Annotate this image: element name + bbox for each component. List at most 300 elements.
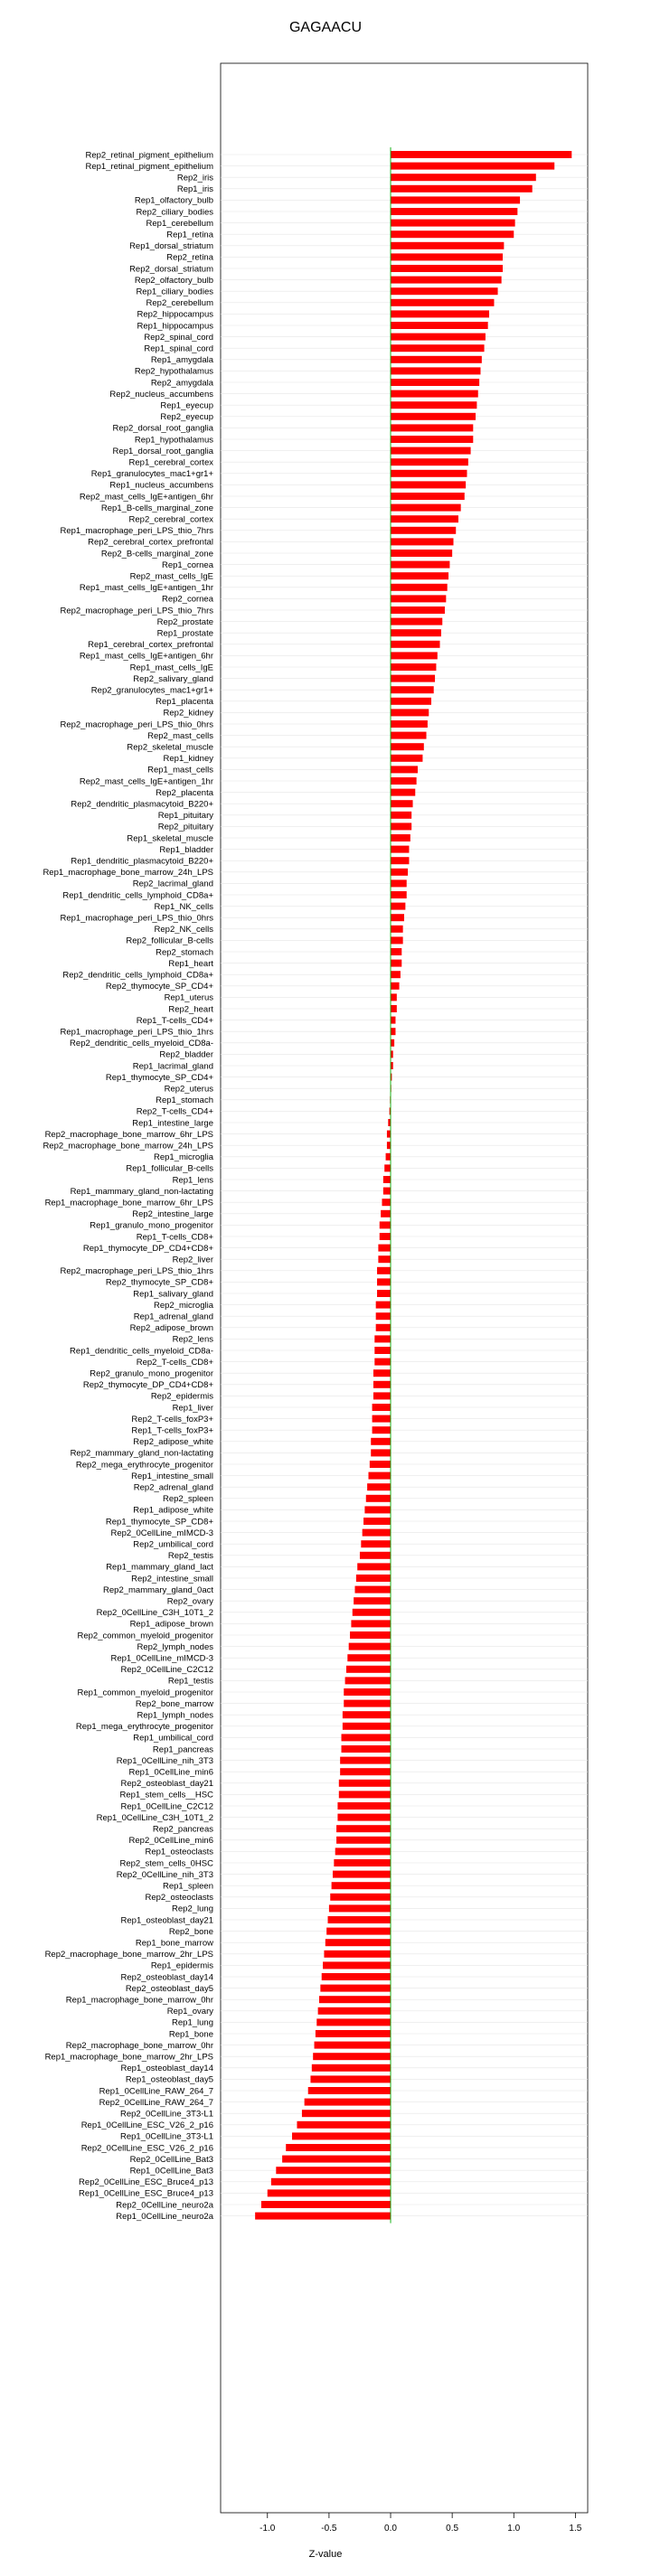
category-label: Rep1_0CellLine_RAW_264_7 (99, 2086, 213, 2097)
category-label: Rep2_adipose_brown (129, 1323, 213, 1334)
category-label: Rep1_uterus (164, 992, 213, 1003)
bar (319, 1996, 391, 2003)
bar (391, 1017, 395, 1024)
bar (391, 755, 422, 762)
category-label: Rep1_osteoblast_day5 (125, 2074, 213, 2085)
bar (391, 675, 435, 682)
bar (391, 777, 417, 785)
bar (305, 2099, 391, 2106)
category-label: Rep2_placenta (156, 787, 213, 798)
category-label: Rep2_follicular_B-cells (126, 935, 213, 946)
bar (391, 641, 439, 648)
category-label: Rep1_mammary_gland_lact (106, 1562, 213, 1573)
category-label: Rep1_testis (167, 1676, 213, 1687)
bar (391, 618, 442, 625)
bar (310, 2075, 391, 2082)
category-label: Rep2_ovary (166, 1596, 213, 1607)
category-label: Rep1_intestine_small (131, 1471, 213, 1481)
bar (391, 163, 554, 170)
bar (343, 1723, 391, 1730)
bar (342, 1734, 391, 1741)
bar (391, 458, 468, 465)
bar (344, 1700, 391, 1707)
bar (387, 1142, 391, 1149)
category-label: Rep1_mega_erythrocyte_progenitor (75, 1722, 213, 1733)
bar (335, 1847, 391, 1855)
bar (381, 1210, 391, 1217)
bar (391, 606, 445, 614)
category-label: Rep1_dendritic_cells_myeloid_CD8a- (70, 1346, 213, 1357)
bar (391, 277, 502, 284)
bar (313, 2053, 391, 2060)
category-label: Rep1_osteoblast_day14 (120, 2064, 213, 2074)
category-label: Rep1_ciliary_bodies (136, 287, 213, 297)
category-label: Rep1_macrophage_bone_marrow_2hr_LPS (44, 2052, 213, 2063)
category-label: Rep1_retina (166, 230, 213, 240)
bar (373, 1415, 391, 1423)
category-label: Rep1_lymph_nodes (137, 1710, 213, 1721)
category-label: Rep2_NK_cells (154, 925, 213, 935)
category-label: Rep2_nucleus_accumbens (109, 389, 213, 400)
bar (378, 1255, 391, 1263)
category-label: Rep2_0CellLine_neuro2a (116, 2200, 213, 2211)
bar (391, 936, 403, 944)
bar (340, 1757, 391, 1764)
bar (315, 2042, 391, 2049)
category-label: Rep1_0CellLine_ESC_V26_2_p16 (80, 2120, 213, 2131)
category-label: Rep2_epidermis (150, 1391, 213, 1402)
bar (333, 1871, 391, 1878)
bar (391, 436, 473, 443)
bar (391, 379, 479, 386)
category-label: Rep1_iris (176, 184, 213, 195)
bar (391, 857, 409, 864)
category-label: Rep1_mast_cells_IgE+antigen_6hr (79, 651, 213, 662)
category-label: Rep2_salivary_gland (133, 673, 213, 684)
category-label: Rep2_dendritic_cells_myeloid_CD8a- (70, 1039, 213, 1049)
category-label: Rep2_liver (172, 1255, 213, 1265)
bar (339, 1780, 391, 1787)
bar (268, 2189, 391, 2196)
category-label: Rep2_dorsal_root_ganglia (112, 423, 213, 434)
x-tick-label: 1.5 (569, 2524, 582, 2534)
bar (391, 914, 404, 921)
bar (391, 732, 427, 739)
bar (391, 698, 431, 705)
category-label: Rep2_cerebral_cortex_prefrontal (88, 537, 213, 548)
bar (391, 834, 410, 841)
category-label: Rep2_stem_cells_0HSC (119, 1858, 213, 1869)
category-label: Rep2_cornea (161, 594, 213, 605)
bar (391, 584, 448, 591)
bar (391, 367, 480, 374)
bar (386, 1153, 391, 1161)
category-label: Rep2_osteoblast_day14 (120, 1972, 213, 1983)
category-label: Rep1_hippocampus (137, 321, 213, 332)
category-label: Rep2_lens (172, 1334, 213, 1345)
bar (308, 2087, 391, 2094)
category-label: Rep2_granulo_mono_progenitor (90, 1368, 213, 1379)
category-label: Rep1_bladder (159, 844, 213, 855)
category-label: Rep1_cerebral_cortex (128, 457, 213, 468)
category-label: Rep2_ciliary_bodies (136, 207, 213, 218)
bar (380, 1233, 391, 1240)
category-label: Rep2_common_myeloid_progenitor (77, 1631, 213, 1641)
category-label: Rep2_amygdala (150, 378, 213, 389)
bar (391, 1005, 397, 1012)
bar (318, 2007, 391, 2015)
bar (344, 1688, 391, 1696)
bar (391, 242, 504, 249)
category-label: Rep1_ovary (166, 2007, 213, 2017)
category-label: Rep2_0CellLine_mIMCD-3 (110, 1528, 213, 1538)
bar (383, 1188, 391, 1195)
category-label: Rep2_lacrimal_gland (132, 879, 213, 889)
bar (391, 982, 400, 990)
bar (343, 1711, 391, 1718)
bar (350, 1631, 391, 1639)
category-label: Rep1_adipose_white (133, 1505, 213, 1516)
category-label: Rep1_eyecup (160, 400, 213, 411)
bar (367, 1483, 391, 1490)
category-label: Rep2_0CellLine_Bat3 (129, 2154, 213, 2165)
category-label: Rep1_0CellLine_mIMCD-3 (110, 1653, 213, 1664)
category-label: Rep1_thymocyte_SP_CD4+ (105, 1072, 213, 1083)
bar (366, 1495, 391, 1502)
category-label: Rep2_microglia (153, 1300, 213, 1311)
bar (391, 789, 415, 796)
bar (316, 2018, 391, 2026)
bar (391, 299, 494, 306)
category-label: Rep1_macrophage_bone_marrow_0hr (65, 1995, 213, 2006)
category-label: Rep1_retinal_pigment_epithelium (85, 161, 213, 172)
category-label: Rep2_mammary_gland_non-lactating (70, 1448, 213, 1459)
x-tick-label: -1.0 (259, 2524, 276, 2534)
category-label: Rep2_osteoclasts (145, 1893, 213, 1904)
category-label: Rep2_0CellLine_C3H_10T1_2 (96, 1608, 213, 1619)
category-label: Rep1_lens (172, 1175, 213, 1186)
bar (391, 720, 428, 728)
bar (391, 971, 401, 978)
bar (282, 2156, 391, 2163)
category-label: Rep1_macrophage_bone_marrow_6hr_LPS (44, 1198, 213, 1208)
bar (255, 2213, 391, 2220)
bar (391, 766, 418, 773)
x-tick-label: 1.0 (507, 2524, 521, 2534)
bar (391, 390, 478, 398)
category-label: Rep2_mast_cells (147, 730, 213, 741)
bar (363, 1518, 391, 1525)
bar (292, 2132, 391, 2139)
category-label: Rep2_spleen (163, 1494, 213, 1505)
category-label: Rep2_bone (168, 1926, 213, 1937)
bar (276, 2167, 391, 2174)
bar (329, 1904, 391, 1912)
category-label: Rep2_T-cells_foxP3+ (131, 1414, 213, 1424)
bar (316, 2030, 391, 2037)
bar (391, 663, 436, 671)
bar (391, 504, 461, 512)
bar (391, 926, 403, 933)
bar (391, 561, 449, 569)
bar (391, 253, 503, 260)
category-label: Rep2_mammary_gland_0act (103, 1584, 213, 1595)
category-label: Rep1_dorsal_root_ganglia (112, 446, 213, 456)
category-label: Rep1_hypothalamus (134, 435, 213, 446)
category-label: Rep2_lung (172, 1904, 213, 1914)
category-label: Rep1_prostate (156, 628, 213, 639)
bar (345, 1677, 391, 1684)
category-label: Rep1_mast_cells (147, 765, 213, 776)
category-label: Rep1_dendritic_plasmacytoid_B220+ (71, 856, 213, 867)
category-label: Rep1_T-cells_CD4+ (136, 1015, 213, 1026)
x-axis-label: Z-value (308, 2549, 343, 2560)
category-label: Rep1_thymocyte_DP_CD4+CD8+ (82, 1243, 213, 1254)
category-label: Rep1_placenta (156, 697, 213, 708)
bar (376, 1312, 391, 1320)
category-label: Rep1_umbilical_cord (133, 1733, 213, 1744)
category-label: Rep1_mast_cells_IgE+antigen_1hr (79, 583, 213, 594)
bar (391, 481, 466, 488)
category-label: Rep1_adipose_brown (129, 1619, 213, 1630)
category-label: Rep1_0CellLine_C2C12 (120, 1801, 213, 1812)
bar (337, 1802, 391, 1810)
category-label: Rep1_mammary_gland_non-lactating (70, 1186, 213, 1197)
bar (339, 1791, 391, 1798)
category-label: Rep1_mast_cells_IgE (129, 663, 213, 673)
bar (391, 185, 533, 193)
category-label: Rep1_cerebellum (146, 218, 213, 229)
category-label: Rep2_bone_marrow (135, 1698, 213, 1709)
bar (346, 1666, 391, 1673)
category-label: Rep2_skeletal_muscle (127, 742, 213, 753)
category-label: Rep1_skeletal_muscle (127, 833, 213, 844)
category-label: Rep1_olfactory_bulb (134, 195, 213, 206)
category-label: Rep2_kidney (163, 708, 213, 719)
category-label: Rep2_heart (168, 1004, 213, 1015)
bar (374, 1359, 391, 1366)
bar (391, 869, 408, 876)
category-label: Rep1_0CellLine_Bat3 (129, 2166, 213, 2176)
bar (326, 1939, 391, 1946)
category-label: Rep2_thymocyte_SP_CD8+ (105, 1277, 213, 1288)
category-label: Rep2_mega_erythrocyte_progenitor (75, 1460, 213, 1471)
category-label: Rep1_lung (172, 2017, 213, 2028)
category-label: Rep1_granulo_mono_progenitor (90, 1220, 213, 1231)
bar (391, 220, 515, 227)
category-label: Rep2_granulocytes_mac1+gr1+ (90, 685, 213, 696)
category-label: Rep2_thymocyte_DP_CD4+CD8+ (82, 1380, 213, 1391)
bar (391, 538, 453, 545)
bar (391, 424, 473, 431)
bar (391, 572, 448, 579)
bar (363, 1529, 391, 1537)
bar (323, 1961, 391, 1969)
bar (391, 960, 401, 967)
bar (286, 2144, 391, 2151)
bar (391, 322, 488, 329)
category-label: Rep1_macrophage_peri_LPS_thio_7hrs (60, 526, 213, 537)
category-label: Rep2_macrophage_bone_marrow_24h_LPS (42, 1141, 213, 1152)
bar (312, 2064, 391, 2072)
category-label: Rep2_umbilical_cord (133, 1539, 213, 1550)
category-label: Rep1_0CellLine_ESC_Bruce4_p13 (79, 2188, 213, 2199)
bar (391, 1028, 395, 1035)
category-label: Rep2_0CellLine_ESC_V26_2_p16 (80, 2143, 213, 2154)
bar (376, 1324, 391, 1331)
bar (391, 743, 424, 750)
category-label: Rep1_amygdala (150, 355, 213, 366)
bar (356, 1575, 391, 1582)
bar (382, 1199, 391, 1206)
category-label: Rep1_thymocyte_SP_CD8+ (105, 1517, 213, 1528)
category-label: Rep1_common_myeloid_progenitor (77, 1688, 213, 1698)
bar (355, 1586, 392, 1594)
bar (330, 1894, 391, 1901)
bar (391, 550, 452, 557)
category-label: Rep1_macrophage_peri_LPS_thio_1hrs (60, 1027, 213, 1038)
bar (378, 1245, 391, 1252)
category-label: Rep2_mast_cells_IgE (129, 571, 213, 582)
bar (391, 356, 482, 363)
bar (364, 1506, 391, 1513)
category-label: Rep1_stomach (156, 1095, 213, 1106)
category-label: Rep1_adrenal_gland (133, 1312, 213, 1322)
chart-title: GAGAACU (288, 20, 362, 35)
bar (376, 1302, 391, 1309)
bar (391, 891, 407, 898)
category-label: Rep2_thymocyte_SP_CD4+ (105, 982, 213, 992)
category-label: Rep1_B-cells_marginal_zone (100, 503, 213, 513)
category-label: Rep2_mast_cells_IgE+antigen_1hr (79, 776, 213, 787)
bar (347, 1654, 391, 1661)
bar (373, 1369, 391, 1377)
bar (297, 2121, 391, 2129)
category-label: Rep1_lacrimal_gland (132, 1061, 213, 1072)
category-label: Rep1_spinal_cord (144, 343, 213, 354)
bar (361, 1540, 391, 1547)
bar (377, 1278, 391, 1285)
category-label: Rep2_hippocampus (137, 309, 213, 320)
bar (391, 344, 485, 352)
category-label: Rep2_adipose_white (133, 1437, 213, 1448)
bar (373, 1426, 391, 1434)
bar (391, 812, 411, 819)
bar (391, 846, 409, 853)
bar (370, 1461, 391, 1468)
category-label: Rep1_spleen (163, 1881, 213, 1892)
category-label: Rep1_kidney (163, 754, 213, 765)
category-label: Rep2_dendritic_plasmacytoid_B220+ (71, 799, 213, 810)
bar (391, 230, 514, 238)
category-label: Rep1_0CellLine_3T3-L1 (120, 2131, 213, 2142)
bar (337, 1814, 391, 1821)
category-label: Rep1_stem_cells__HSC (119, 1790, 213, 1800)
category-label: Rep1_pituitary (157, 811, 213, 822)
category-label: Rep2_macrophage_bone_marrow_6hr_LPS (44, 1129, 213, 1140)
category-label: Rep2_0CellLine_min6 (128, 1836, 213, 1847)
bar (353, 1609, 391, 1616)
bar (391, 595, 446, 602)
category-label: Rep1_NK_cells (154, 901, 213, 912)
bar (351, 1620, 391, 1627)
category-label: Rep1_osteoclasts (145, 1847, 213, 1857)
category-label: Rep2_0CellLine_nih_3T3 (116, 1869, 213, 1880)
bar (391, 174, 536, 181)
bar (391, 287, 498, 295)
category-label: Rep2_eyecup (160, 412, 213, 423)
category-label: Rep2_adrenal_gland (133, 1482, 213, 1493)
bar (373, 1381, 391, 1388)
category-label: Rep2_retinal_pigment_epithelium (85, 150, 213, 161)
category-label: Rep2_macrophage_peri_LPS_thio_0hrs (60, 719, 213, 730)
bar (374, 1347, 391, 1354)
category-label: Rep2_prostate (156, 616, 213, 627)
category-label: Rep2_dendritic_cells_lymphoid_CD8a+ (62, 970, 213, 981)
category-label: Rep1_cerebral_cortex_prefrontal (88, 640, 213, 651)
bar (377, 1290, 391, 1297)
bar (380, 1221, 391, 1228)
bar (391, 196, 520, 203)
category-label: Rep2_mast_cells_IgE+antigen_6hr (79, 492, 213, 503)
bar (391, 903, 405, 910)
category-label: Rep1_dendritic_cells_lymphoid_CD8a+ (62, 890, 213, 901)
bar (371, 1438, 391, 1445)
category-label: Rep2_cerebellum (146, 298, 213, 309)
category-label: Rep2_bladder (159, 1049, 213, 1060)
bar (391, 823, 411, 830)
category-label: Rep2_0CellLine_RAW_264_7 (99, 2097, 213, 2108)
x-tick-label: 0.5 (446, 2524, 459, 2534)
category-label: Rep1_liver (172, 1403, 213, 1414)
bar (320, 1985, 391, 1992)
bar (391, 334, 486, 341)
category-label: Rep1_bone (168, 2029, 213, 2040)
category-label: Rep2_testis (167, 1551, 213, 1562)
category-label: Rep1_T-cells_foxP3+ (131, 1425, 213, 1436)
category-label: Rep2_0CellLine_3T3-L1 (120, 2109, 213, 2120)
bar (377, 1267, 391, 1274)
bar (391, 652, 438, 659)
bar (391, 800, 413, 807)
bar (360, 1552, 391, 1559)
bar (271, 2178, 391, 2186)
category-label: Rep2_uterus (164, 1084, 213, 1095)
category-label: Rep2_T-cells_CD8+ (136, 1357, 213, 1368)
bar (391, 515, 458, 522)
category-label: Rep1_0CellLine_nih_3T3 (116, 1755, 213, 1766)
category-label: Rep1_osteoblast_day21 (120, 1915, 213, 1926)
bar (326, 1928, 391, 1935)
bar (391, 208, 517, 215)
category-label: Rep2_intestine_large (132, 1209, 213, 1220)
category-label: Rep1_microglia (153, 1152, 213, 1163)
bar (332, 1882, 391, 1889)
category-label: Rep1_epidermis (150, 1960, 213, 1971)
bar (340, 1768, 391, 1775)
bar (391, 470, 467, 477)
category-label: Rep2_macrophage_peri_LPS_thio_7hrs (60, 606, 213, 616)
category-label: Rep2_dorsal_striatum (129, 264, 213, 275)
category-label: Rep1_0CellLine_neuro2a (116, 2211, 213, 2222)
category-label: Rep2_hypothalamus (134, 366, 213, 377)
x-tick-label: 0.0 (384, 2524, 397, 2534)
bar (302, 2110, 391, 2117)
category-label: Rep2_0CellLine_ESC_Bruce4_p13 (79, 2177, 213, 2188)
bar (391, 879, 407, 887)
bar (391, 629, 441, 636)
bar (391, 527, 456, 534)
